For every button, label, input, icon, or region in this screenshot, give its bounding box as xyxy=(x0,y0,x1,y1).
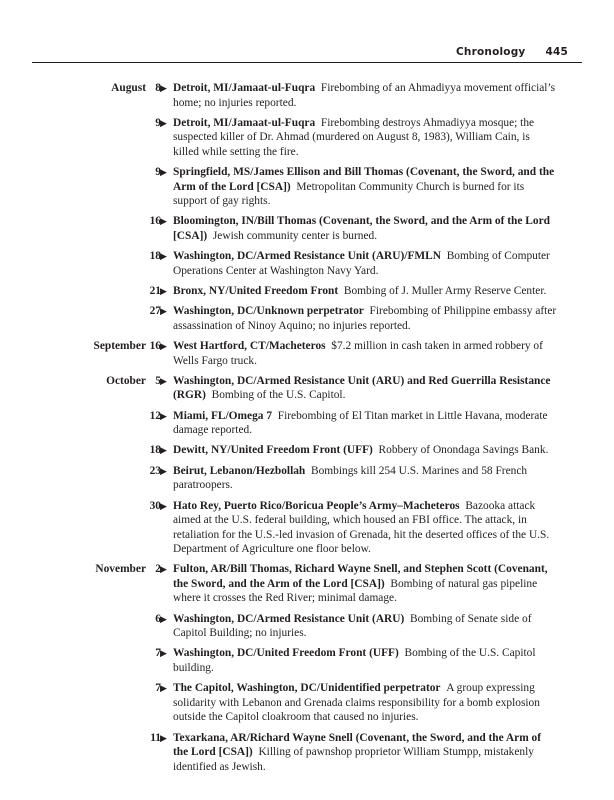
entry-text: Bombing of Senate side of Capitol Building; no injuries. xyxy=(173,612,532,640)
entry-text: Firebombing of El Titan market in Little Havana, moderate damage reported. xyxy=(173,409,548,437)
page-number: 445 xyxy=(545,46,568,58)
entry-body xyxy=(173,499,557,557)
arrow-icon: ▶ xyxy=(160,683,167,694)
entry-body xyxy=(173,562,557,606)
arrow-icon: ▶ xyxy=(160,167,167,178)
entry-day: 8 xyxy=(155,82,161,94)
entry-text: Bombings kill 254 U.S. Marines and 58 French paratroopers. xyxy=(173,464,528,492)
entry-day: 11 xyxy=(150,731,161,744)
entry-title: Hato Rey, Puerto Rico/Boricua People’s Army–Macheteros xyxy=(173,499,460,512)
entry-text: Firebombing of an Ahmadiyya movement official’s home; no injuries reported. xyxy=(173,82,556,109)
entry-body xyxy=(173,339,557,368)
entry-title: Washington, DC/Unknown perpetrator xyxy=(173,305,364,318)
chronology-entry xyxy=(0,612,614,641)
entry-title: Washington, DC/Armed Resistance Unit (ARU) and Red Guerrilla Resistance (RGR) xyxy=(173,374,551,402)
entry-day: 7 xyxy=(155,647,161,660)
entry-body xyxy=(173,646,557,675)
entry-text: Bombing of the U.S. Capitol building. xyxy=(173,647,536,674)
entry-text: Killing of pawnshop proprietor William Stumpp, mistakenly identified as Jewish. xyxy=(173,746,534,773)
arrow-icon: ▶ xyxy=(160,648,167,659)
arrow-icon: ▶ xyxy=(160,732,167,743)
entry-month: November xyxy=(95,563,146,576)
entry-title: Detroit, MI/Jamaat-ul-Fuqra xyxy=(173,82,316,94)
entry-body xyxy=(173,731,557,775)
arrow-icon: ▶ xyxy=(160,564,167,575)
arrow-icon: ▶ xyxy=(160,445,167,456)
chronology-entry xyxy=(0,81,614,110)
running-header xyxy=(456,46,568,58)
entry-text: Bombing of Computer Operations Center at Washington Navy Yard. xyxy=(173,250,550,277)
entry-title: Texarkana, AR/Richard Wayne Snell (Covenant, the Sword, and the Arm of the Lord [CSA]) xyxy=(173,731,542,759)
chronology-entry xyxy=(0,562,614,606)
entry-title: Fulton, AR/Bill Thomas, Richard Wayne Snell, and Stephen Scott (Covenant, the Sword, and the Arm of the Lord [CSA]) xyxy=(173,563,548,590)
header-rule xyxy=(32,62,582,63)
chronology-entry xyxy=(0,731,614,775)
arrow-icon: ▶ xyxy=(160,375,167,386)
entry-body xyxy=(173,612,557,641)
arrow-icon: ▶ xyxy=(160,285,167,296)
arrow-icon: ▶ xyxy=(160,216,167,227)
entry-body xyxy=(173,81,557,110)
chronology-entry xyxy=(0,116,614,160)
chronology-entry xyxy=(0,249,614,278)
arrow-icon: ▶ xyxy=(160,500,167,511)
entry-month: August xyxy=(111,82,146,94)
arrow-icon: ▶ xyxy=(160,613,167,624)
entry-title: Springfield, MS/James Ellison and Bill Thomas (Covenant, the Sword, and the Arm of the Lord [CSA]) xyxy=(173,166,555,193)
entry-text: Firebombing destroys Ahmadiyya mosque; the suspected killer of Dr. Ahmad (murdered on August 8, 1983), William Cain, is killed while setting the fire. xyxy=(173,116,535,158)
entry-body xyxy=(173,443,557,458)
entry-body xyxy=(173,116,557,160)
entry-day: 18 xyxy=(149,444,161,457)
chronology-entry xyxy=(0,304,614,333)
chronology-entry xyxy=(0,681,614,725)
chronology-entry xyxy=(0,284,614,299)
entry-title: Bloomington, IN/Bill Thomas (Covenant, the Sword, and the Arm of the Lord [CSA]) xyxy=(173,215,550,242)
entry-text: Bombing of J. Muller Army Reserve Center. xyxy=(343,284,547,297)
arrow-icon: ▶ xyxy=(160,465,167,476)
entry-title: West Hartford, CT/Macheteros xyxy=(173,340,326,353)
entry-text: Bombing of the U.S. Capitol. xyxy=(211,389,346,402)
entry-title: Washington, DC/Armed Resistance Unit (ARU) xyxy=(173,612,405,625)
entry-day: 23 xyxy=(149,464,161,477)
entry-day: 12 xyxy=(149,409,161,422)
chronology-entry xyxy=(0,443,614,458)
entry-title: Bronx, NY/United Freedom Front xyxy=(173,284,339,297)
entry-title: Washington, DC/United Freedom Front (UFF) xyxy=(173,647,399,660)
chronology-entry xyxy=(0,339,614,368)
chronology-entry xyxy=(0,374,614,403)
entry-title: Miami, FL/Omega 7 xyxy=(173,409,273,422)
entry-body xyxy=(173,165,557,209)
entry-day: 5 xyxy=(155,374,161,387)
chronology-entry xyxy=(0,646,614,675)
entry-text: Firebombing of Philippine embassy after assassination of Ninoy Aquino; no injuries reported. xyxy=(173,305,557,332)
entry-text: Bombing of natural gas pipeline where it crosses the Red River; minimal damage. xyxy=(173,577,538,605)
entry-month: September xyxy=(93,340,146,353)
entry-body xyxy=(173,284,557,299)
arrow-icon: ▶ xyxy=(160,306,167,317)
chronology-entry xyxy=(0,214,614,243)
entry-text: $7.2 million in cash taken in armed robbery of Wells Fargo truck. xyxy=(173,340,543,367)
entry-body xyxy=(173,249,557,278)
entry-title: Detroit, MI/Jamaat-ul-Fuqra xyxy=(173,116,316,129)
entry-text: Bazooka attack aimed at the U.S. federal building, which housed an FBI office. The attack, in retaliation for the U.S.-led invasion of Grenada, hit the deserted offices of the U.S. Department of Agriculture one floor below. xyxy=(173,499,550,556)
entry-text: Robbery of Onondaga Savings Bank. xyxy=(378,444,549,457)
entry-title: The Capitol, Washington, DC/Unidentified perpetrator xyxy=(173,682,441,695)
entry-day: 9 xyxy=(155,166,161,179)
entry-day: 6 xyxy=(155,612,161,625)
arrow-icon: ▶ xyxy=(160,410,167,421)
chronology-entry xyxy=(0,499,614,557)
entry-body xyxy=(173,214,557,243)
arrow-icon: ▶ xyxy=(160,83,167,93)
entry-body xyxy=(173,304,557,333)
arrow-icon: ▶ xyxy=(160,117,167,128)
chronology-entry xyxy=(0,409,614,438)
chronology-entry xyxy=(0,464,614,493)
entry-day: 18 xyxy=(149,250,161,263)
entry-text: Metropolitan Community Church is burned for its support of gay rights. xyxy=(173,180,525,208)
entry-day: 9 xyxy=(155,116,161,129)
entry-day: 16 xyxy=(149,215,161,228)
entry-body xyxy=(173,409,557,438)
section-title: Chronology xyxy=(456,46,526,58)
entry-day: 16 xyxy=(149,340,161,353)
entry-title: Beirut, Lebanon/Hezbollah xyxy=(173,464,306,477)
entry-body xyxy=(173,464,557,493)
entry-text: A group expressing solidarity with Lebanon and Grenada claims responsibility for a bomb explosion outside the Capitol cloakroom that caused no injuries. xyxy=(173,682,540,724)
entry-body xyxy=(173,681,557,725)
entry-day: 2 xyxy=(155,563,161,576)
arrow-icon: ▶ xyxy=(160,341,167,352)
entry-title: Washington, DC/Armed Resistance Unit (ARU)/FMLN xyxy=(173,250,441,263)
arrow-icon: ▶ xyxy=(160,251,167,262)
entry-day: 7 xyxy=(155,682,161,695)
entry-month: October xyxy=(106,374,146,387)
entry-title: Dewitt, NY/United Freedom Front (UFF) xyxy=(173,444,373,457)
entry-text: Jewish community center is burned. xyxy=(212,229,378,242)
entry-day: 30 xyxy=(149,499,161,512)
entry-day: 27 xyxy=(149,305,161,318)
entry-day: 21 xyxy=(149,284,161,297)
chronology-entry xyxy=(0,165,614,209)
entry-body xyxy=(173,374,557,403)
chronology-list xyxy=(0,81,614,780)
